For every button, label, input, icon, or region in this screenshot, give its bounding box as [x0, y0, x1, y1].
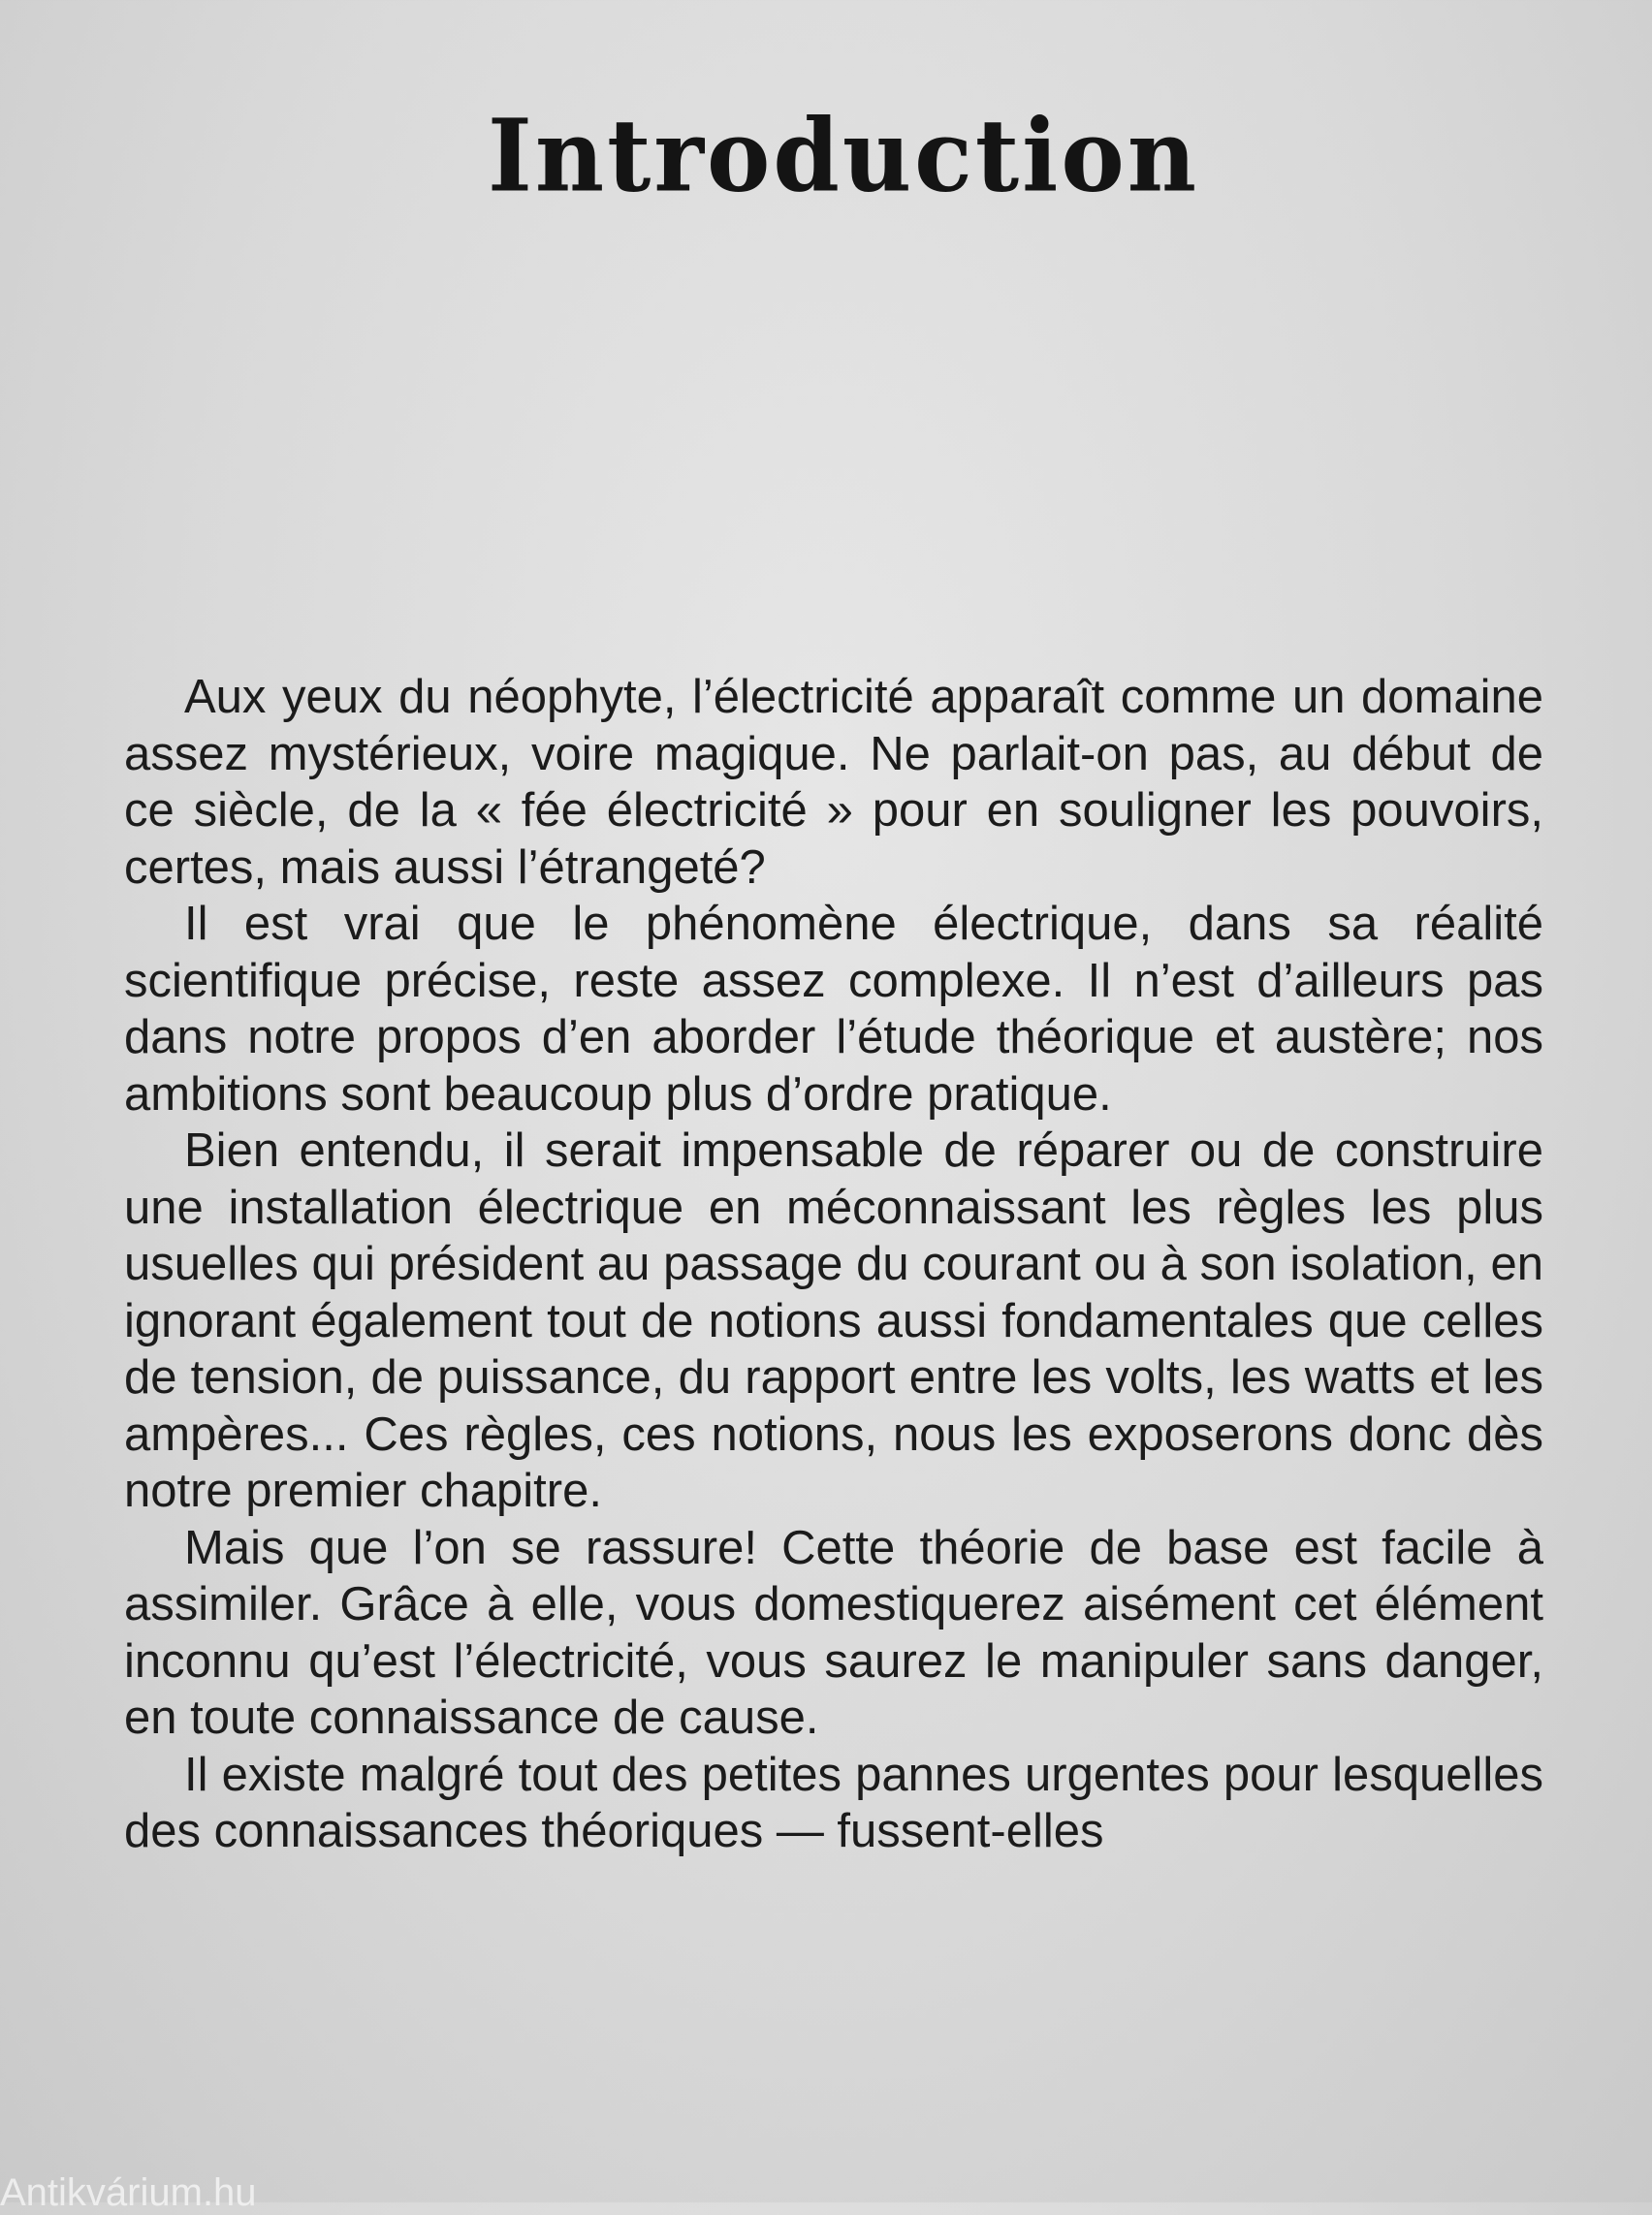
paragraph-3: Bien entendu, il serait impensable de réparer ou de construire une installation électrique en méconnaissant les règles les plus usuelles qui président au passage du courant ou à son isolation, en ignorant également tout de notions aussi fondamentales que celles de tension, de puissance, du rapport entre les volts, les watts et les ampères... Ces règles, ces notions, nous les exposerons donc dès notre premier chapitre.	[124, 1124, 1543, 1517]
paragraph-1: Aux yeux du néophyte, l’électricité apparaît comme un domaine assez mystérieux, voire magique. Ne parlait-on pas, au début de ce siècle, de la « fée électricité » pour en souligner les pouvoirs, certes, mais aussi l’étrangeté?	[124, 671, 1543, 894]
paragraph-2: Il est vrai que le phénomène électrique, dans sa réalité scientifique précise, reste assez complexe. Il n’est d’ailleurs pas dans notre propos d’en aborder l’étude théorique et austère; nos ambitions sont beaucoup plus d’ordre pratique.	[124, 898, 1543, 1121]
watermark-text: Antikvárium.hu	[0, 2171, 257, 2214]
paragraph-5: Il existe malgré tout des petites pannes urgentes pour lesquelles des connaissances théoriques — fussent-elles	[124, 1748, 1543, 1857]
body-text	[124, 669, 1543, 1860]
page-title: Introduction	[488, 97, 1199, 215]
paragraph-4: Mais que l’on se rassure! Cette théorie de base est facile à assimiler. Grâce à elle, vous domestiquerez aisément cet élément inconnu qu’est l’électricité, vous saurez le manipuler sans danger, en toute connaissance de cause.	[124, 1521, 1543, 1744]
